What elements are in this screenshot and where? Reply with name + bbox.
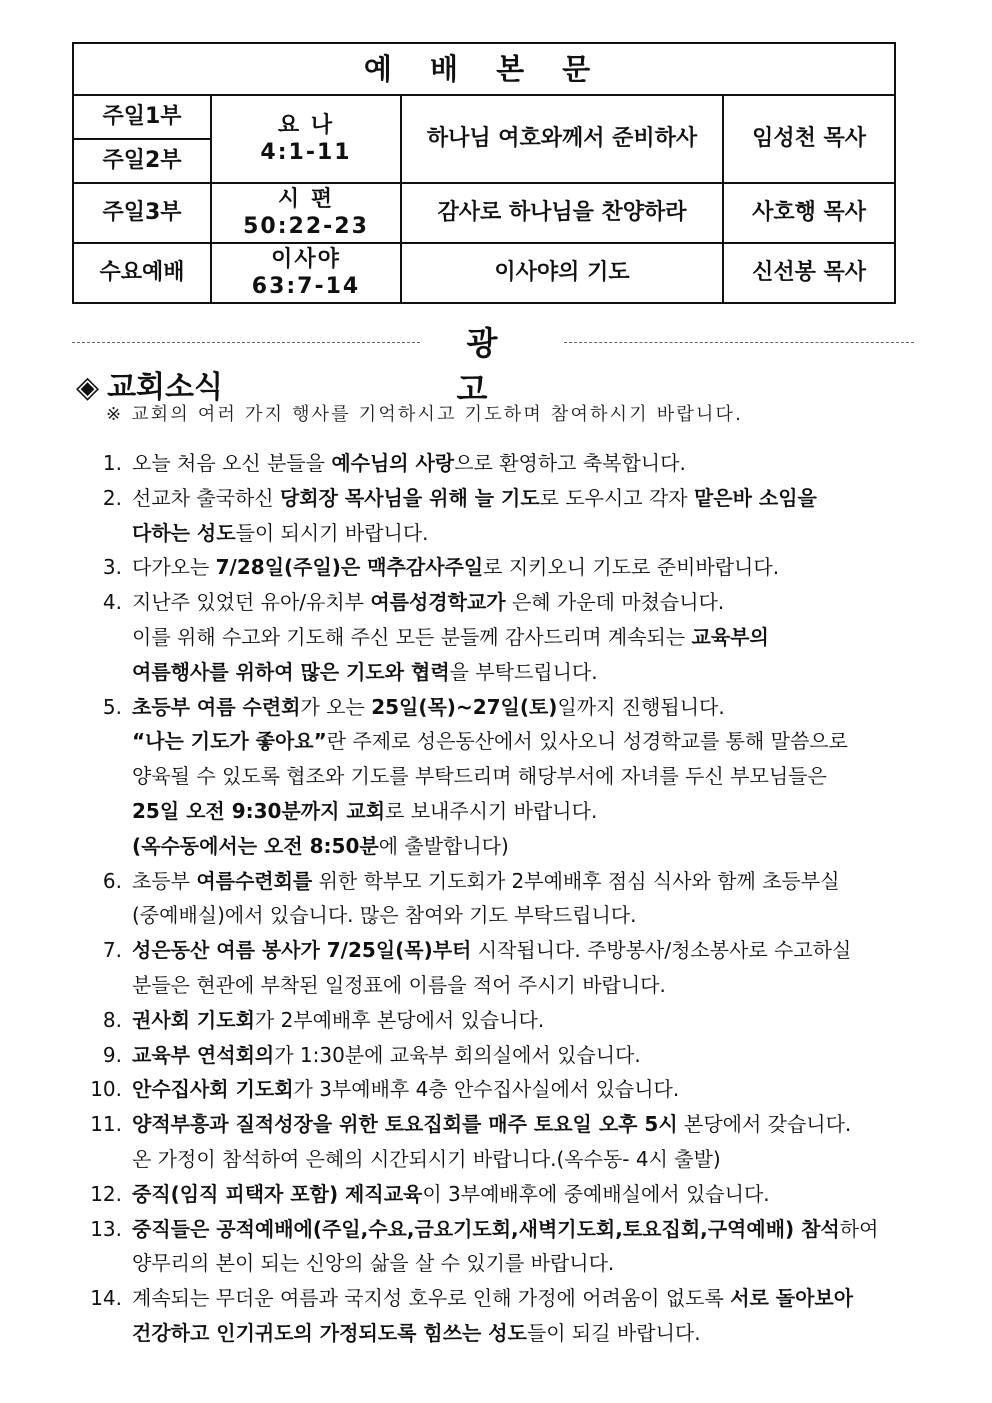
ad-heading: 광 고 xyxy=(456,324,538,408)
emphasized-text: 건강하고 인기귀도의 가정되도록 힘쓰는 성도 xyxy=(132,1320,527,1345)
preacher-name: 사호행 목사 xyxy=(723,183,895,243)
text-segment: 일까지 진행됩니다. xyxy=(557,694,725,719)
sermon-title: 이사야의 기도 xyxy=(401,243,723,303)
news-item-number: 2. xyxy=(102,485,122,510)
news-item-line xyxy=(132,1107,934,1142)
news-item-number: 6. xyxy=(102,868,122,893)
news-item-line xyxy=(132,1038,934,1073)
news-item xyxy=(84,446,934,481)
emphasized-text: 25일 오전 9:30분까지 교회 xyxy=(132,798,386,823)
text-segment: 들이 되시기 바랍니다. xyxy=(235,520,429,545)
news-item-line xyxy=(132,1246,934,1281)
news-item xyxy=(84,550,934,585)
scripture-reference xyxy=(211,243,401,303)
news-item xyxy=(84,585,934,689)
news-item-number: 7. xyxy=(102,938,122,963)
news-item-line xyxy=(132,516,934,551)
section-title: 교회소식 xyxy=(107,370,223,405)
news-item-line xyxy=(132,690,934,725)
news-item-number: 8. xyxy=(102,1007,122,1032)
text-segment: 로 도우시고 각자 xyxy=(539,485,694,510)
emphasized-text: 초등부 여름 수련회 xyxy=(132,694,301,719)
emphasized-text: 25일(목)~27일(토) xyxy=(371,694,558,719)
news-item xyxy=(84,1177,934,1212)
emphasized-text: 여름성경학교가 xyxy=(370,590,506,615)
text-segment: 가 2부예배후 본당에서 있습니다. xyxy=(254,1007,545,1032)
news-item-number: 5. xyxy=(102,694,122,719)
dashed-rule-right xyxy=(564,342,914,343)
emphasized-text: 예수님의 사랑 xyxy=(331,451,455,475)
notice-text: ※ 교회의 여러 가지 행사를 기억하시고 기도하며 참여하시기 바랍니다. xyxy=(106,404,744,425)
emphasized-text: 7/28일(주일)은 맥추감사주일 xyxy=(215,555,484,580)
news-item-number: 14. xyxy=(90,1286,122,1311)
scripture-verse: 4:1-11 xyxy=(260,140,352,165)
emphasized-text: 당회장 목사님을 위해 늘 기도 xyxy=(279,485,540,510)
emphasized-text: 안수집사회 기도회 xyxy=(132,1077,294,1102)
diamond-bullet-icon: ◈ xyxy=(76,370,100,405)
emphasized-text: “나는 기도가 좋아요” xyxy=(132,729,327,754)
text-segment: 은혜 가운데 마쳤습니다. xyxy=(505,590,725,615)
news-item-number: 3. xyxy=(102,555,122,580)
text-segment: 지난주 있었던 유아/유치부 xyxy=(132,590,371,615)
emphasized-text: 중직들은 공적예배에(주일,수요,금요기도회,새벽기도회,토요집회,구역예배) 참석 xyxy=(132,1216,840,1241)
emphasized-text: 교육부의 xyxy=(691,624,769,649)
scripture-book: 시 편 xyxy=(277,186,335,212)
news-item-line xyxy=(132,655,934,690)
news-item-number: 1. xyxy=(102,451,122,475)
service-name: 주일1부 xyxy=(73,95,211,139)
news-item xyxy=(84,864,934,934)
service-name: 수요예배 xyxy=(73,243,211,303)
news-item-line xyxy=(132,446,934,481)
sermon-title: 감사로 하나님을 찬양하라 xyxy=(401,183,723,243)
news-item-line xyxy=(132,585,934,620)
text-segment: 이 3부예배후에 중예배실에서 있습니다. xyxy=(422,1181,770,1206)
sermon-title: 하나님 여호와께서 준비하사 xyxy=(401,95,723,183)
news-item-number: 12. xyxy=(90,1181,122,1206)
text-segment: 로 지키오니 기도로 준비바랍니다. xyxy=(483,555,780,580)
news-item-line xyxy=(132,481,934,516)
text-segment: 초등부 xyxy=(132,868,197,893)
text-segment: 오늘 처음 오신 분들을 xyxy=(132,451,332,475)
text-segment: 으로 환영하고 축복합니다. xyxy=(454,451,686,475)
text-segment: 분들은 현관에 부착된 일정표에 이름을 적어 주시기 바랍니다. xyxy=(132,972,666,997)
emphasized-text: 다하는 성도 xyxy=(132,520,236,545)
news-item xyxy=(84,1212,934,1282)
text-segment: 들이 되길 바랍니다. xyxy=(526,1320,701,1345)
news-item-line xyxy=(132,550,934,585)
news-item-line xyxy=(132,794,934,829)
news-item-line xyxy=(132,968,934,1003)
emphasized-text: 서로 돌아보아 xyxy=(730,1286,854,1311)
news-item-line xyxy=(132,898,934,933)
news-item-line xyxy=(132,759,934,794)
news-item xyxy=(84,690,934,864)
news-item xyxy=(84,933,934,1003)
text-segment: 가 1:30분에 교육부 회의실에서 있습니다. xyxy=(274,1042,641,1067)
scripture-book: 이사야 xyxy=(271,246,341,272)
news-item-line xyxy=(132,864,934,899)
news-item-line xyxy=(132,1212,934,1247)
text-segment: 로 보내주시기 바랍니다. xyxy=(385,798,598,823)
emphasized-text: 맡은바 소임을 xyxy=(693,485,817,510)
news-item-line xyxy=(132,1177,934,1212)
scripture-reference xyxy=(211,95,401,183)
text-segment: 위한 학부모 기도회가 2부예배후 점심 식사와 함께 초등부실 xyxy=(312,868,840,893)
scripture-verse: 50:22-23 xyxy=(243,214,369,239)
news-item-line xyxy=(132,829,934,864)
emphasized-text: 양적부흥과 질적성장을 위한 토요집회를 매주 토요일 오후 5시 xyxy=(132,1112,678,1137)
text-segment: 가 오는 xyxy=(300,694,372,719)
emphasized-text: 여름수련회를 xyxy=(196,868,313,893)
text-segment: 에 출발합니다) xyxy=(378,833,509,858)
church-news-list xyxy=(84,446,934,1351)
news-item-line xyxy=(132,933,934,968)
text-segment: 이를 위해 수고와 기도해 주신 모든 분들께 감사드리며 계속되는 xyxy=(132,624,692,649)
preacher-name: 임성천 목사 xyxy=(723,95,895,183)
text-segment: 하여 xyxy=(839,1216,879,1241)
text-segment: 본당에서 갖습니다. xyxy=(677,1112,852,1137)
news-item-line xyxy=(132,1316,934,1351)
text-segment: 선교차 출국하신 xyxy=(132,485,280,510)
news-item-line xyxy=(132,1281,934,1316)
news-item-number: 9. xyxy=(102,1042,122,1067)
news-item-line xyxy=(132,724,934,759)
emphasized-text: 여름행사를 위하여 많은 기도와 협력 xyxy=(132,659,450,684)
emphasized-text: 교육부 연석회의 xyxy=(132,1042,275,1067)
text-segment: 온 가정이 참석하여 은혜의 시간되시기 바랍니다.(옥수동- 4시 출발) xyxy=(132,1146,721,1171)
news-item-number: 13. xyxy=(90,1216,122,1241)
text-segment: 란 주제로 성은동산에서 있사오니 성경학교를 통해 말씀으로 xyxy=(326,729,848,754)
news-item-line xyxy=(132,620,934,655)
emphasized-text: 권사회 기도회 xyxy=(132,1007,255,1032)
worship-scripture-table xyxy=(72,42,896,304)
text-segment: 가 3부예배후 4층 안수집사실에서 있습니다. xyxy=(293,1077,680,1102)
service-name: 주일2부 xyxy=(73,139,211,183)
service-name: 주일3부 xyxy=(73,183,211,243)
news-item-line xyxy=(132,1003,934,1038)
news-item xyxy=(84,481,934,551)
emphasized-text: 중직(임직 피택자 포함) 제직교육 xyxy=(132,1181,423,1206)
scripture-reference xyxy=(211,183,401,243)
emphasized-text: (옥수동에서는 오전 8:50분 xyxy=(132,833,379,858)
news-item xyxy=(84,1107,934,1177)
news-item-number: 10. xyxy=(90,1077,122,1102)
text-segment: 계속되는 무더운 여름과 국지성 호우로 인해 가정에 어려움이 없도록 xyxy=(132,1286,731,1311)
preacher-name: 신선봉 목사 xyxy=(723,243,895,303)
news-item xyxy=(84,1003,934,1038)
news-item xyxy=(84,1038,934,1073)
text-segment: 양무리의 본이 되는 신앙의 삶을 살 수 있기를 바랍니다. xyxy=(132,1251,615,1276)
news-item-line xyxy=(132,1072,934,1107)
news-item xyxy=(84,1281,934,1351)
scripture-verse: 63:7-14 xyxy=(251,274,361,299)
text-segment: (중예배실)에서 있습니다. 많은 참여와 기도 부탁드립니다. xyxy=(132,903,637,928)
news-item-number: 4. xyxy=(102,590,122,615)
text-segment: 을 부탁드립니다. xyxy=(449,659,598,684)
table-title: 예 배 본 문 xyxy=(73,43,895,95)
scripture-book: 요 나 xyxy=(277,112,335,138)
dashed-rule-left xyxy=(72,342,420,343)
text-segment: 다가오는 xyxy=(132,555,216,580)
text-segment: 양육될 수 있도록 협조와 기도를 부탁드리며 해당부서에 자녀를 두신 부모님들은 xyxy=(132,764,827,789)
news-item-number: 11. xyxy=(90,1112,122,1137)
emphasized-text: 성은동산 여름 봉사가 7/25일(목)부터 xyxy=(132,938,472,963)
news-item xyxy=(84,1072,934,1107)
text-segment: 시작됩니다. 주방봉사/청소봉사로 수고하실 xyxy=(471,938,852,963)
news-item-line xyxy=(132,1142,934,1177)
